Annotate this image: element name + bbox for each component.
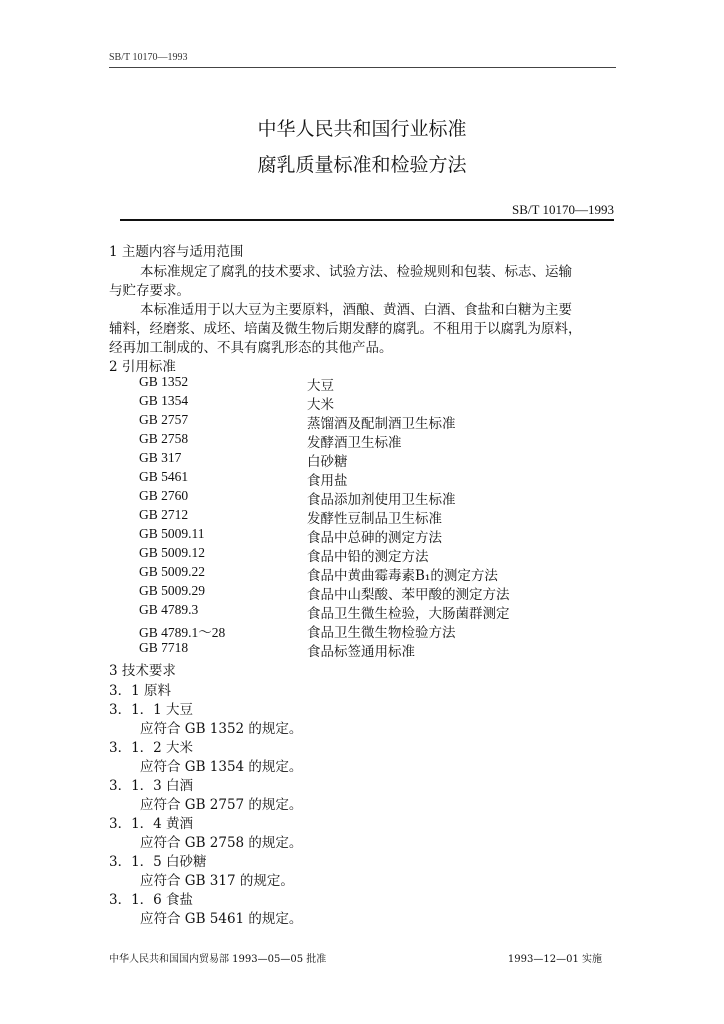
reference-code: GB 5461 — [139, 469, 189, 484]
reference-name: 食品中总砷的测定方法 — [307, 530, 442, 546]
clause-text: 应符合 GB 1352 的规定。 — [140, 721, 303, 737]
standard-code: SB/T 10170—1993 — [512, 202, 614, 217]
section-heading: 2 引用标准 — [109, 359, 176, 375]
reference-name: 食品卫生微生物检验方法 — [307, 625, 456, 641]
reference-code: GB 2760 — [139, 488, 189, 503]
paragraph-line: 辅料，经磨浆、成坯、培菌及微生物后期发酵的腐乳。不租用于以腐乳为原料， — [109, 321, 582, 337]
reference-name: 食品添加剂使用卫生标准 — [307, 492, 456, 508]
reference-code: GB 2758 — [139, 431, 189, 446]
clause-heading: 3．1．5 白砂糖 — [109, 854, 207, 870]
reference-code: GB 1352 — [139, 374, 189, 389]
running-header-code: SB/T 10170—1993 — [109, 52, 188, 63]
document-title: 腐乳质量标准和检验方法 — [257, 154, 467, 176]
reference-code: GB 2757 — [139, 412, 189, 427]
reference-name: 食品标签通用标准 — [307, 644, 415, 660]
paragraph-line: 本标准适用于以大豆为主要原料，酒酿、黄酒、白酒、食盐和白糖为主要 — [140, 302, 572, 318]
reference-code: GB 4789.3 — [139, 602, 199, 617]
reference-name: 蒸馏酒及配制酒卫生标准 — [307, 416, 456, 432]
reference-name: 大米 — [307, 397, 334, 413]
clause-text: 应符合 GB 2757 的规定。 — [140, 797, 303, 813]
reference-name: 食品中山梨酸、苯甲酸的测定方法 — [307, 587, 510, 603]
reference-name: 发酵性豆制品卫生标准 — [307, 511, 442, 527]
reference-name: 食品中铅的测定方法 — [307, 549, 429, 565]
approval-note: 中华人民共和国国内贸易部 1993—05—05 批准 — [109, 954, 327, 965]
reference-name: 大豆 — [307, 378, 334, 394]
clause-heading: 3．1．6 食盐 — [109, 892, 194, 908]
paragraph-line: 本标准规定了腐乳的技术要求、试验方法、检验规则和包装、标志、运输 — [140, 264, 572, 280]
standard-category-title: 中华人民共和国行业标准 — [257, 118, 467, 140]
header-rule — [109, 67, 616, 68]
paragraph-line: 与贮存要求。 — [109, 283, 190, 299]
reference-name: 发酵酒卫生标准 — [307, 435, 402, 451]
reference-name: 食用盐 — [307, 473, 348, 489]
clause-text: 应符合 GB 2758 的规定。 — [140, 835, 303, 851]
reference-code: GB 4789.1～28 — [139, 625, 226, 640]
clause-text: 应符合 GB 5461 的规定。 — [140, 911, 303, 927]
reference-code: GB 1354 — [139, 393, 189, 408]
reference-name: 食品卫生微生检验，大肠菌群测定 — [307, 606, 510, 622]
reference-code: GB 2712 — [139, 507, 189, 522]
section-heading: 3 技术要求 — [109, 663, 176, 679]
reference-code: GB 5009.22 — [139, 564, 206, 579]
section-heading: 1 主题内容与适用范围 — [109, 244, 244, 260]
reference-code: GB 5009.11 — [139, 526, 205, 541]
implementation-date: 1993—12—01 实施 — [507, 954, 602, 965]
clause-heading: 3．1．1 大豆 — [109, 702, 194, 718]
reference-code: GB 5009.29 — [139, 583, 206, 598]
reference-code: GB 5009.12 — [139, 545, 206, 560]
clause-heading: 3．1．4 黄酒 — [109, 816, 194, 832]
paragraph-line: 经再加工制成的、不具有腐乳形态的其他产品。 — [109, 340, 393, 356]
clause-text: 应符合 GB 317 的规定。 — [140, 873, 294, 889]
reference-code: GB 7718 — [139, 640, 189, 655]
reference-name: 食品中黄曲霉毒素B₁的测定方法 — [307, 568, 498, 584]
title-rule — [120, 219, 614, 221]
reference-name: 白砂糖 — [307, 454, 348, 470]
clause-heading: 3．1．2 大米 — [109, 740, 194, 756]
subsection-heading: 3．1 原料 — [109, 683, 171, 699]
reference-code: GB 317 — [139, 450, 182, 465]
clause-heading: 3．1．3 白酒 — [109, 778, 194, 794]
clause-text: 应符合 GB 1354 的规定。 — [140, 759, 303, 775]
